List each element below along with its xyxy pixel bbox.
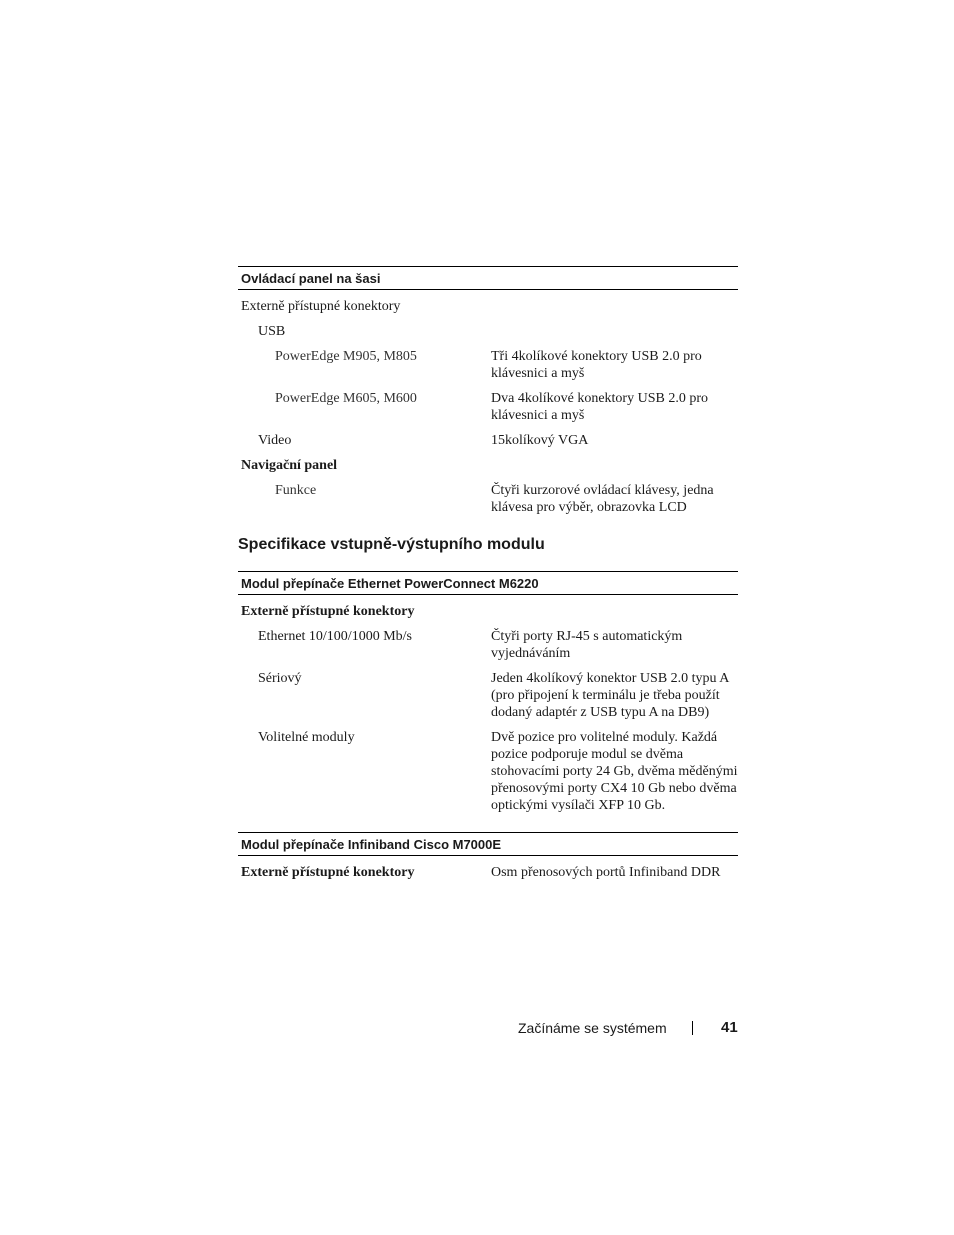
row-label: Externě přístupné konektory [241,604,415,619]
row-value: Jeden 4kolíkový konektor USB 2.0 typu A (pro připojení k terminálu je třeba použít dodaný adaptér z USB typu A na DB9) [491,671,729,720]
table-row [238,482,738,516]
row-value: 15kolíkový VGA [491,433,589,448]
page-footer [518,1019,738,1037]
table-row [238,298,738,315]
row-label: Externě přístupné konektory [241,299,401,314]
table-header: Ovládací panel na šasi [238,266,738,290]
section-title: Specifikace vstupně-výstupního modulu [238,536,545,553]
page-number: 41 [721,1019,738,1036]
row-value: Dva 4kolíkové konektory USB 2.0 pro klávesnici a myš [491,391,708,423]
table-body [238,603,738,814]
row-label: Ethernet 10/100/1000 Mb/s [258,629,412,644]
row-label: Sériový [258,671,302,686]
table-row [238,603,738,620]
row-value: Tři 4kolíkové konektory USB 2.0 pro klávesnici a myš [491,349,702,381]
table-row [238,348,738,382]
table-row [238,670,738,721]
spec-table-infiniband-module [238,832,738,881]
table-header: Modul přepínače Infiniband Cisco M7000E [238,832,738,856]
row-label: USB [258,324,286,339]
row-label: PowerEdge M605, M600 [275,391,417,406]
row-label: Navigační panel [241,458,338,473]
table-header: Modul přepínače Ethernet PowerConnect M6220 [238,571,738,595]
footer-title: Začínáme se systémem [518,1020,667,1036]
spec-table-chassis-panel [238,266,738,516]
table-row [238,457,738,474]
row-value: Osm přenosových portů Infiniband DDR [491,865,721,880]
row-value: Dvě pozice pro volitelné moduly. Každá pozice podporuje modul se dvěma stohovacími porty 24 Gb, dvěma měděnými přenosovými porty CX4 10 Gb nebo dvěma optickými vysílači XFP 10 Gb. [491,730,738,813]
row-label: Funkce [275,483,317,498]
table-row [238,390,738,424]
table-row [238,432,738,449]
footer-separator [692,1021,693,1035]
table-row [238,628,738,662]
row-label: PowerEdge M905, M805 [275,349,417,364]
table-row [238,323,738,340]
row-value: Čtyři porty RJ-45 s automatickým vyjednáváním [491,629,683,661]
table-row [238,864,738,881]
row-label: Video [258,433,292,448]
row-label: Volitelné moduly [258,730,355,745]
row-value [488,457,738,474]
spec-table-ethernet-module [238,571,738,814]
row-value [488,603,738,620]
row-label: Externě přístupné konektory [241,865,415,880]
page-content [238,266,738,881]
table-body [238,864,738,881]
row-value: Čtyři kurzorové ovládací klávesy, jedna klávesa pro výběr, obrazovka LCD [491,483,714,515]
row-value [488,323,738,340]
table-row [238,729,738,814]
row-value [488,298,738,315]
table-body [238,298,738,516]
